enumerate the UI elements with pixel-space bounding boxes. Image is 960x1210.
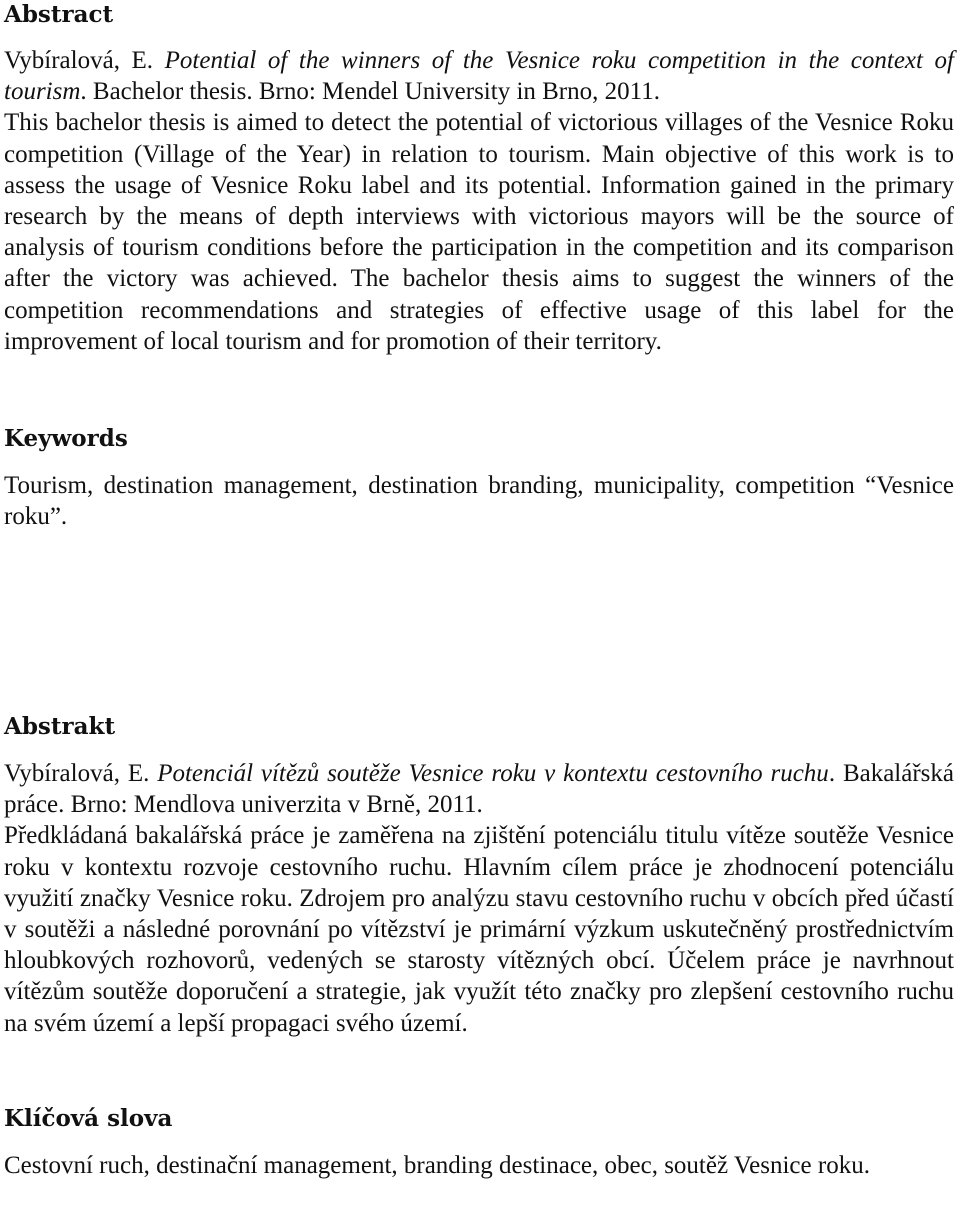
abstract-cz-body: Předkládaná bakalářská práce je zaměřena na zjištění potenciálu titulu vítěze soutěže Vesnice roku v kontextu rozvoje cestovního ruchu. Hlavním cílem práce je zhodnocení potenciálu využití značky Vesnice roku. Zdrojem pro analýzu stavu cestovního ruchu v obcích před účastí v soutěži a následné porovnání po vítězství je primární výzkum uskutečněný prostřednictvím hloubkových rozhovorů, vedených se starosty vítězných obcí. Účelem práce je navrhnout vítězům soutěže doporučení a strategie, jak využít této značky pro zlepšení cestovního ruchu na svém území a lepší propagaci svého území. — [4, 822, 954, 1037]
abstract-en-heading: Abstract — [4, 1, 114, 28]
abstract-cz-citation — [4, 758, 954, 820]
keywords-en-text: Tourism, destination management, destination branding, municipality, competition “Vesnice roku”. — [4, 472, 954, 531]
keywords-cz-heading: Klíčová slova — [4, 1105, 173, 1132]
abstract-en-body: This bachelor thesis is aimed to detect the potential of victorious villages of the Vesnice Roku competition (Village of the Year) in relation to tourism. Main objective of this work is to assess the usage of Vesnice Roku label and its potential. Information gained in the primary research by the means of depth interviews with victorious mayors will be the source of analysis of tourism conditions before the participation in the competition and its comparison after the victory was achieved. The bachelor thesis aims to suggest the winners of the competition recommendations and strategies of effective usage of this label for the improvement of local tourism and for promotion of their territory. — [4, 109, 954, 355]
abstract-en-block — [4, 45, 954, 357]
citation-title: Potential of the winners of the Vesnice roku competition in the context of tourism — [4, 47, 954, 106]
citation-details: . Bakalářská práce. Brno: Mendlova univerzita v Brně, 2011. — [4, 760, 954, 819]
citation-author: Vybíralová, E. — [4, 47, 165, 74]
abstract-cz-heading: Abstrakt — [4, 713, 116, 740]
abstract-en-citation — [4, 45, 954, 107]
abstract-cz-block — [4, 758, 954, 1039]
keywords-cz-text: Cestovní ruch, destinační management, branding destinace, obec, soutěž Vesnice roku. — [4, 1152, 870, 1179]
citation-title: Potenciál vítězů soutěže Vesnice roku v kontextu cestovního ruchu — [157, 760, 829, 787]
citation-author: Vybíralová, E. — [4, 760, 158, 787]
citation-details: . Bachelor thesis. Brno: Mendel University in Brno, 2011. — [80, 78, 660, 106]
keywords-en-heading: Keywords — [4, 425, 128, 452]
